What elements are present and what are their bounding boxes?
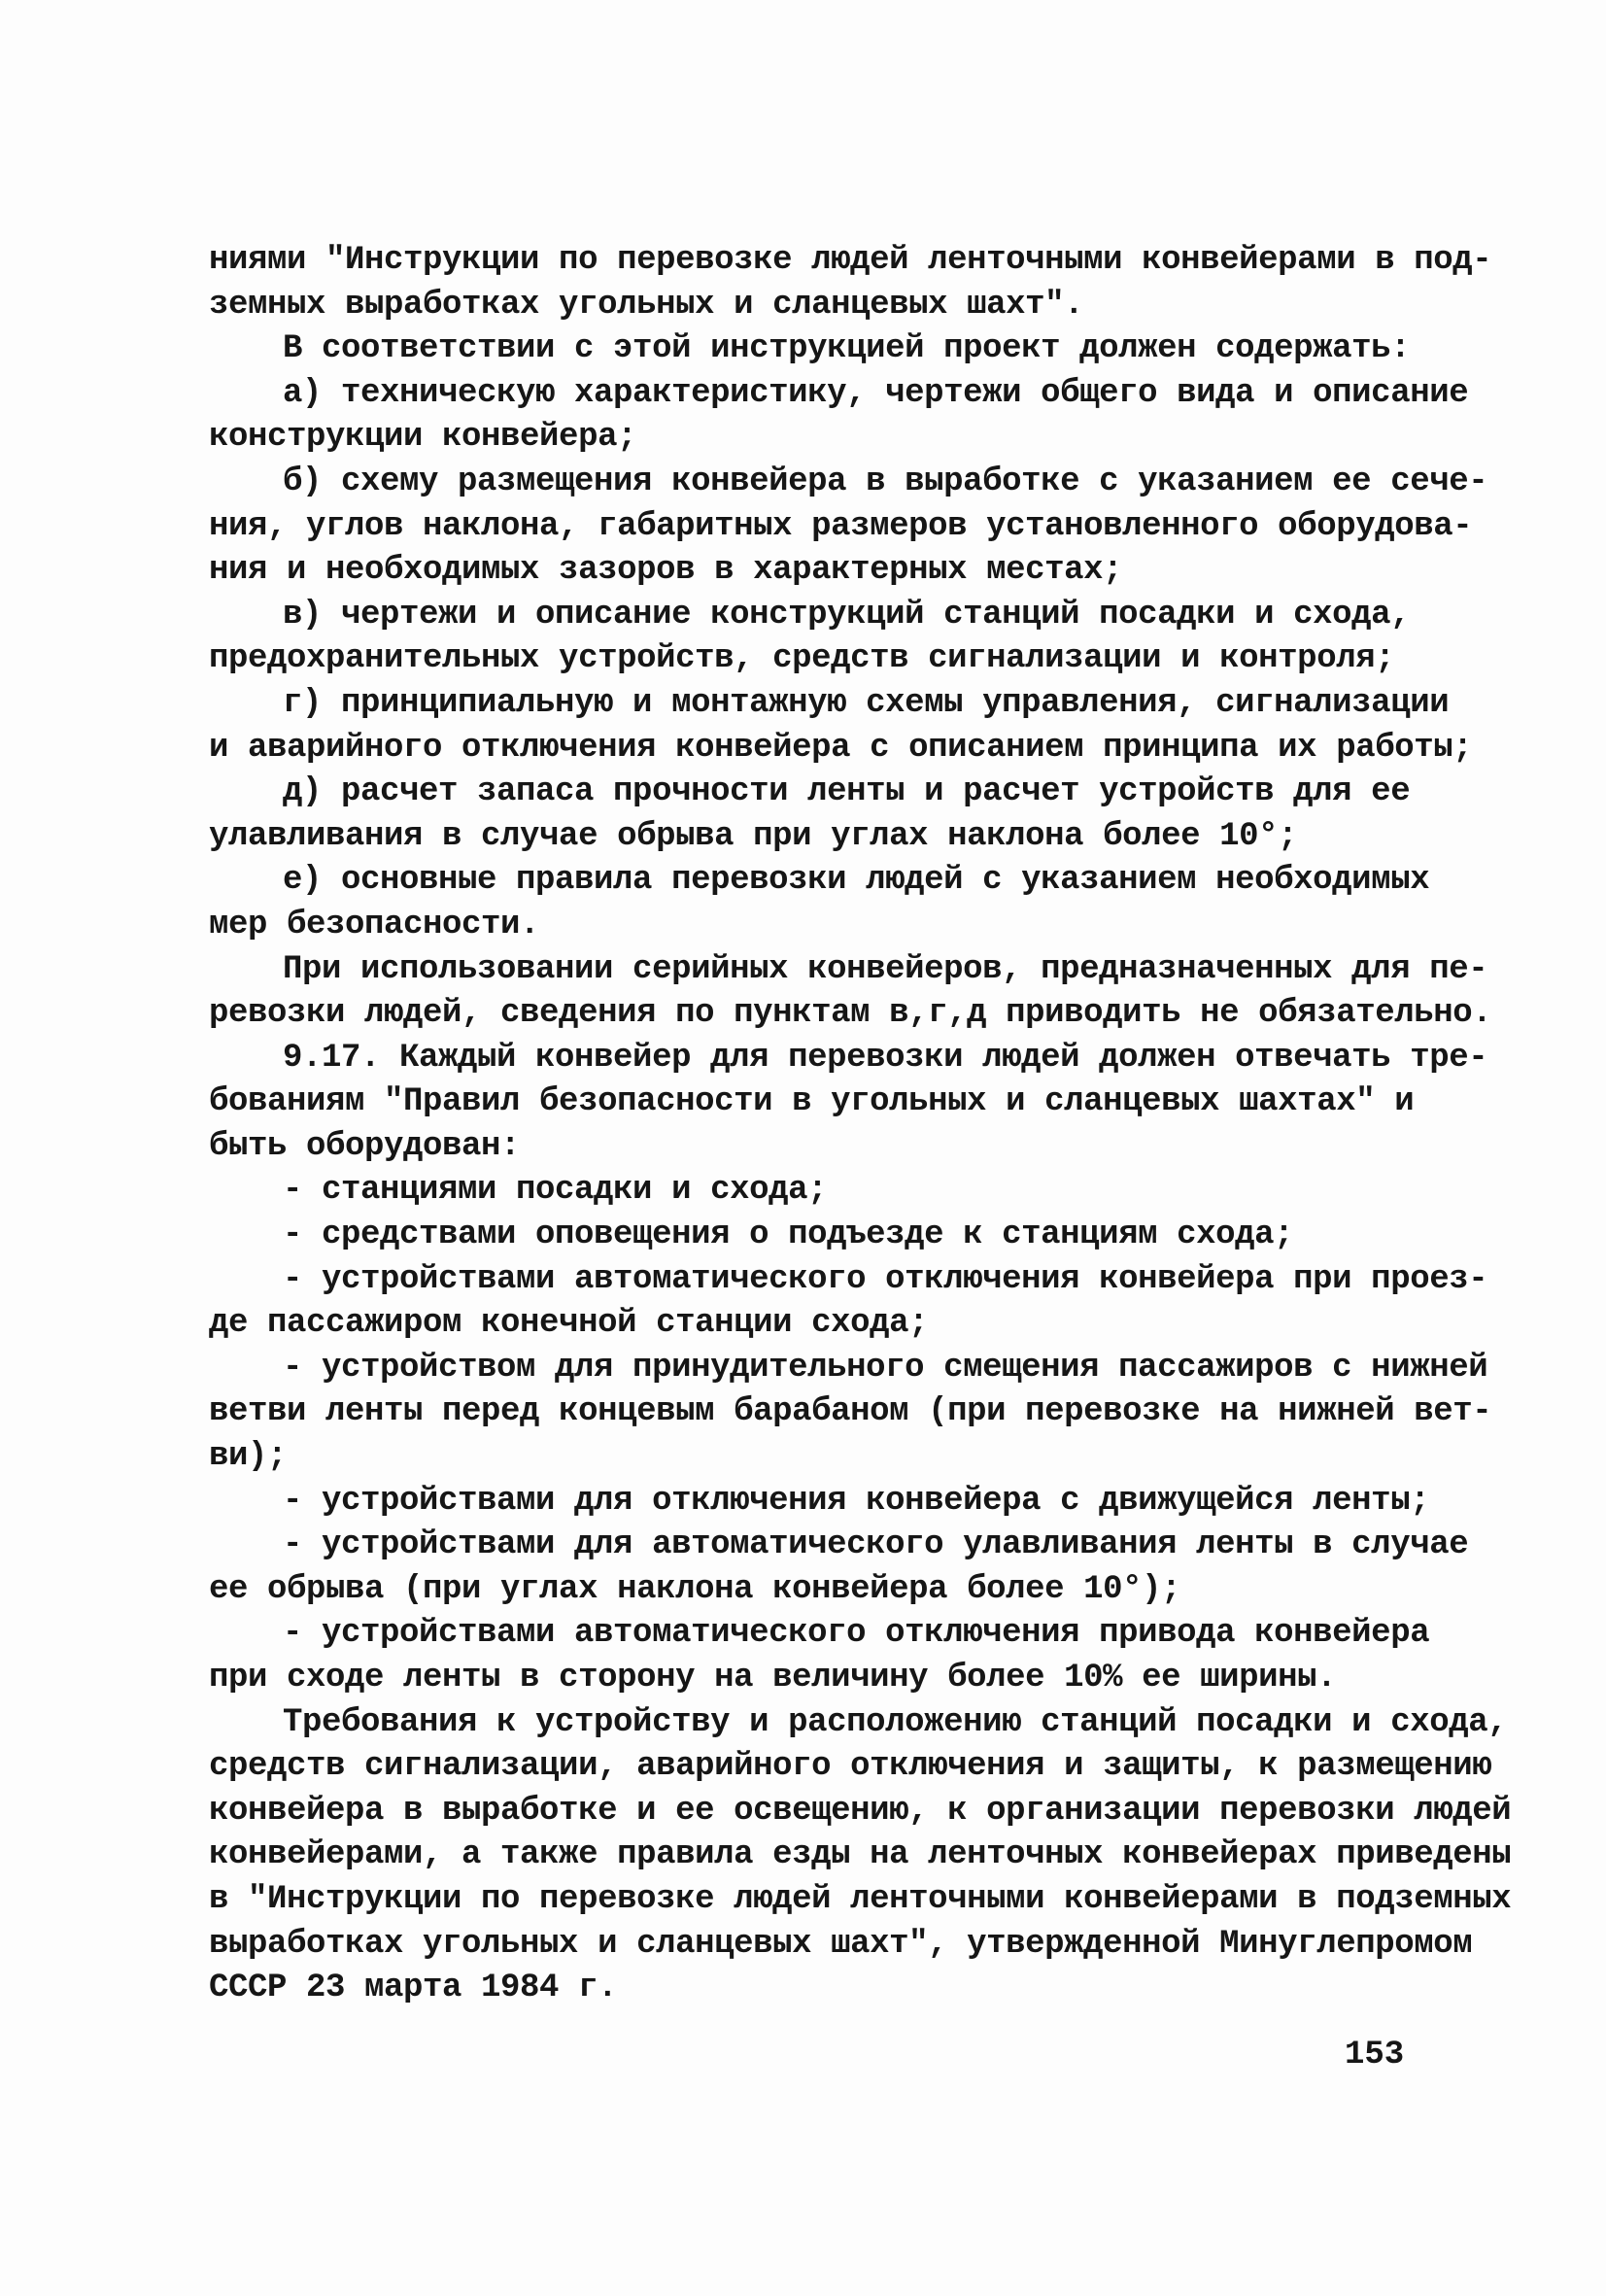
list-item-e: е) основные правила перевозки людей с указанием необходимых [283,862,1430,900]
text-line: улавливания в случае обрыва при углах наклона более 10°; [209,817,1298,855]
bullet-item: - устройствами для отключения конвейера с движущейся ленты; [283,1482,1430,1520]
text-line: де пассажиром конечной станции схода; [209,1305,929,1343]
bullet-item: - устройствами автоматического отключения конвейера при проез- [283,1260,1488,1298]
text-line: ветви ленты перед концевым барабаном (при перевозке на нижней вет- [209,1393,1492,1431]
section-9-17: 9.17. Каждый конвейер для перевозки людей должен отвечать тре- [283,1039,1488,1077]
text-line: Требования к устройству и расположению станций посадки и схода, [283,1703,1508,1741]
text-line: при сходе ленты в сторону на величину более 10% ее ширины. [209,1660,1337,1696]
list-item-a: а) техническую характеристику, чертежи общего вида и описание [283,374,1469,412]
text-line: средств сигнализации, аварийного отключения и защиты, к размещению [209,1748,1492,1786]
text-line: ревозки людей, сведения по пунктам в,г,д приводить не обязательно. [209,995,1492,1033]
bullet-item: - станциями посадки и схода; [283,1172,828,1210]
text-line: В соответствии с этой инструкцией проект должен содержать: [283,330,1411,368]
text-line: в "Инструкции по перевозке людей ленточными конвейерами в подземных [209,1880,1512,1918]
list-item-g: г) принципиальную и монтажную схемы управления, сигнализации [283,684,1450,722]
text-line: конвейерами, а также правила езды на ленточных конвейерах приведены [209,1836,1512,1874]
list-item-v: в) чертежи и описание конструкций станций посадки и схода, [283,596,1411,634]
text-line: ния, углов наклона, габаритных размеров установленного оборудова- [209,507,1473,545]
text-line: конструкции конвейера; [209,419,637,457]
bullet-item: - средствами оповещения о подъезде к станциям схода; [283,1217,1294,1254]
bullet-item: - устройствами автоматического отключения привода конвейера [283,1615,1430,1653]
text-line: и аварийного отключения конвейера с описанием принципа их работы; [209,729,1473,767]
bullet-item: - устройствами для автоматического улавливания ленты в случае [283,1526,1469,1564]
text-line: ви); [209,1438,288,1476]
bullet-item: - устройством для принудительного смещения пассажиров с нижней [283,1349,1488,1387]
text-line: быть оборудован: [209,1127,521,1165]
page-number: 153 [1345,2037,1405,2073]
text-line: выработках угольных и сланцевых шахт", утвержденной Минуглепромом [209,1925,1473,1963]
text-line: СССР 23 марта 1984 г. [209,1970,618,2007]
text-line: ее обрыва (при углах наклона конвейера более 10°); [209,1570,1181,1608]
text-line: мер безопасности. [209,906,540,943]
body-text [209,239,1512,2011]
text-line: ниями "Инструкции по перевозке людей ленточными конвейерами в под- [209,242,1492,279]
text-line: При использовании серийных конвейеров, предназначенных для пе- [283,950,1488,988]
text-line: конвейера в выработке и ее освещению, к организации перевозки людей [209,1792,1512,1830]
text-line: предохранительных устройств, средств сигнализации и контроля; [209,640,1395,678]
text-line: бованиям "Правил безопасности в угольных и сланцевых шахтах" и [209,1083,1415,1121]
list-item-b: б) схему размещения конвейера в выработке с указанием ее сече- [283,463,1488,500]
text-line: земных выработках угольных и сланцевых шахт". [209,286,1084,324]
text-line: ния и необходимых зазоров в характерных местах; [209,552,1123,590]
list-item-d: д) расчет запаса прочности ленты и расчет устройств для ее [283,773,1411,811]
